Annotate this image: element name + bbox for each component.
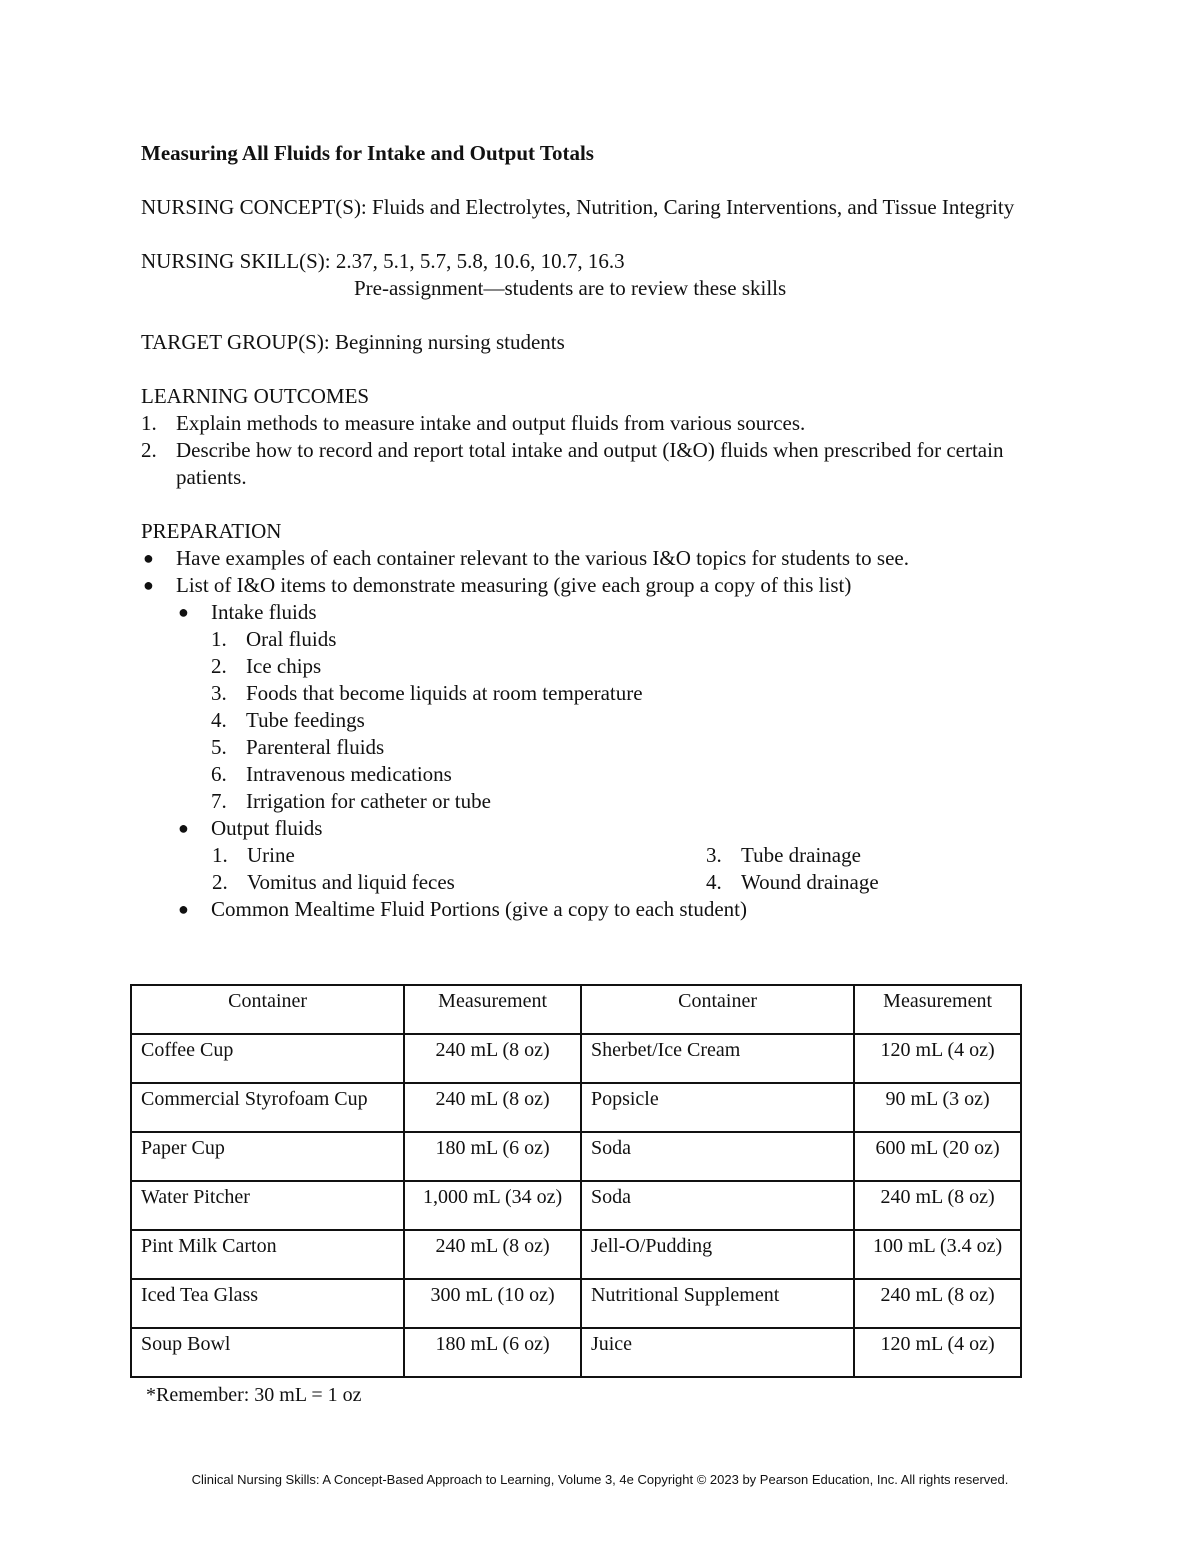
- preparation-item: ● List of I&O items to demonstrate measuring (give each group a copy of this list): [143, 573, 852, 597]
- intake-item: 1. Oral fluids: [211, 627, 337, 651]
- intake-item: 7. Irrigation for catheter or tube: [211, 789, 491, 813]
- table-row: Water Pitcher 1,000 mL (34 oz) Soda 240 mL (8 oz): [131, 1181, 1021, 1230]
- intake-item: 5. Parenteral fluids: [211, 735, 385, 759]
- portions-label: Common Mealtime Fluid Portions (give a copy to each student): [211, 897, 748, 921]
- outcomes-heading: LEARNING OUTCOMES: [141, 384, 370, 408]
- outcome-item: 2. Describe how to record and report total intake and output (I&O) fluids when prescribed for certain patients.: [141, 438, 1004, 489]
- preparation-list: [141, 545, 1041, 599]
- output-item: 1. Urine: [212, 843, 295, 867]
- intake-item: 6. Intravenous medications: [211, 762, 452, 786]
- table-row: Coffee Cup 240 mL (8 oz) Sherbet/Ice Cream 120 mL (4 oz): [131, 1034, 1021, 1083]
- intake-item: 2. Ice chips: [211, 654, 322, 678]
- intake-item: 4. Tube feedings: [211, 708, 365, 732]
- intake-list: [176, 626, 1041, 815]
- table-row: Soup Bowl 180 mL (6 oz) Juice 120 mL (4 oz): [131, 1328, 1021, 1377]
- table-row: Pint Milk Carton 240 mL (8 oz) Jell-O/Pudding 100 mL (3.4 oz): [131, 1230, 1021, 1279]
- table-header: Container: [131, 985, 404, 1034]
- bullet-icon: ●: [143, 548, 154, 568]
- output-item: 2. Vomitus and liquid feces: [212, 870, 455, 894]
- skills-note: Pre-assignment—students are to review these skills: [354, 276, 787, 300]
- output-list: [141, 842, 1041, 896]
- bullet-icon: ●: [178, 602, 189, 622]
- target-group: TARGET GROUP(S): Beginning nursing students: [141, 330, 565, 354]
- bullet-icon: ●: [143, 575, 154, 595]
- outcomes-list: [141, 410, 1041, 491]
- intake-item: 3. Foods that become liquids at room temperature: [211, 681, 643, 705]
- copyright-footer: Clinical Nursing Skills: A Concept-Based Approach to Learning, Volume 3, 4e Copyright © 2023 by Pearson Education, Inc. All rights reserved.: [191, 1472, 1009, 1487]
- table-header-row: [131, 985, 1021, 1034]
- nursing-concepts: NURSING CONCEPT(S): Fluids and Electrolytes, Nutrition, Caring Interventions, and Tissue Integrity: [141, 195, 1015, 219]
- bullet-icon: ●: [178, 899, 189, 919]
- bullet-icon: ●: [178, 818, 189, 838]
- document-title: Measuring All Fluids for Intake and Output Totals: [141, 141, 594, 165]
- intake-section: [141, 599, 1041, 842]
- table-header: Container: [581, 985, 854, 1034]
- fluid-portions-table: [130, 984, 1022, 1378]
- nursing-skills: NURSING SKILL(S): 2.37, 5.1, 5.7, 5.8, 10.6, 10.7, 16.3: [141, 249, 625, 273]
- table-header: Measurement: [854, 985, 1021, 1034]
- intake-label: Intake fluids: [211, 600, 317, 624]
- preparation-heading: PREPARATION: [141, 519, 282, 543]
- remember-note: *Remember: 30 mL = 1 oz: [146, 1384, 362, 1406]
- table-row: Commercial Styrofoam Cup 240 mL (8 oz) Popsicle 90 mL (3 oz): [131, 1083, 1021, 1132]
- table-row: Iced Tea Glass 300 mL (10 oz) Nutritional Supplement 240 mL (8 oz): [131, 1279, 1021, 1328]
- output-item: 4. Wound drainage: [706, 870, 879, 894]
- document-body: [141, 140, 1041, 923]
- output-label: Output fluids: [211, 816, 323, 840]
- output-item: 3. Tube drainage: [706, 843, 861, 867]
- preparation-item: ● Have examples of each container relevant to the various I&O topics for students to see.: [143, 546, 910, 570]
- outcome-item: 1. Explain methods to measure intake and output fluids from various sources.: [141, 411, 806, 435]
- table-header: Measurement: [404, 985, 581, 1034]
- table-row: Paper Cup 180 mL (6 oz) Soda 600 mL (20 oz): [131, 1132, 1021, 1181]
